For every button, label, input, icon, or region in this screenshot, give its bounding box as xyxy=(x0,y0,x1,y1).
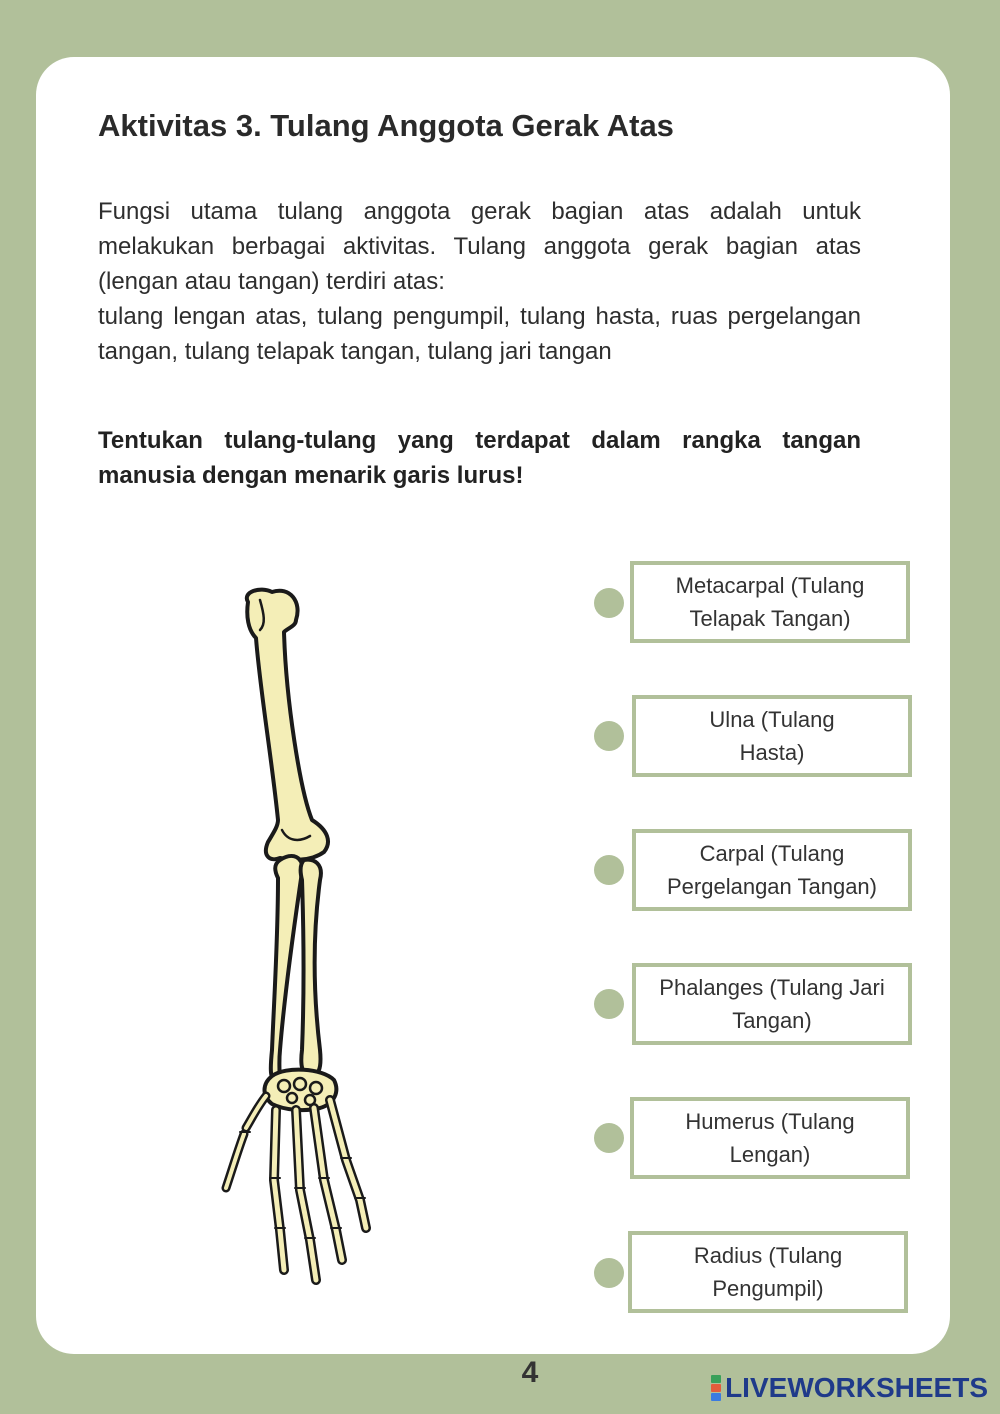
option-metacarpal[interactable]: Metacarpal (Tulang Telapak Tangan) xyxy=(630,561,910,643)
ulna-bone xyxy=(271,856,302,1080)
option-carpal[interactable]: Carpal (Tulang Pergelangan Tangan) xyxy=(632,829,912,911)
brand-name: LIVEWORKSHEETS xyxy=(725,1372,988,1403)
match-dot-3[interactable] xyxy=(594,855,624,885)
match-dot-2[interactable] xyxy=(594,721,624,751)
match-dot-4[interactable] xyxy=(594,989,624,1019)
instruction-text: Tentukan tulang-tulang yang terdapat dalam rangka tangan manusia dengan menarik garis lurus! xyxy=(98,427,861,489)
radius-bone xyxy=(301,860,321,1076)
liveworksheets-logo-icon xyxy=(711,1375,721,1401)
arm-skeleton-illustration xyxy=(200,580,400,1290)
option-radius[interactable]: Radius (Tulang Pengumpil) xyxy=(628,1231,908,1313)
option-humerus[interactable]: Humerus (Tulang Lengan) xyxy=(630,1097,910,1179)
intro-paragraph-1: Fungsi utama tulang anggota gerak bagian atas adalah untuk melakukan berbagai aktivitas. Tulang anggota gerak bagian atas (lengan atau tangan) terdiri atas: xyxy=(98,198,861,295)
match-dot-5[interactable] xyxy=(594,1123,624,1153)
page-number: 4 xyxy=(521,1356,539,1389)
option-ulna[interactable]: Ulna (Tulang Hasta) xyxy=(632,695,912,777)
match-dot-6[interactable] xyxy=(594,1258,624,1288)
option-phalanges[interactable]: Phalanges (Tulang Jari Tangan) xyxy=(632,963,912,1045)
liveworksheets-brand[interactable] xyxy=(711,1372,988,1404)
intro-text xyxy=(98,194,861,369)
match-dot-1[interactable] xyxy=(594,588,624,618)
intro-paragraph-2: tulang lengan atas, tulang pengumpil, tulang hasta, ruas pergelangan tangan, tulang telapak tangan, tulang jari tangan xyxy=(98,303,861,365)
page-title: Aktivitas 3. Tulang Anggota Gerak Atas xyxy=(98,108,674,143)
